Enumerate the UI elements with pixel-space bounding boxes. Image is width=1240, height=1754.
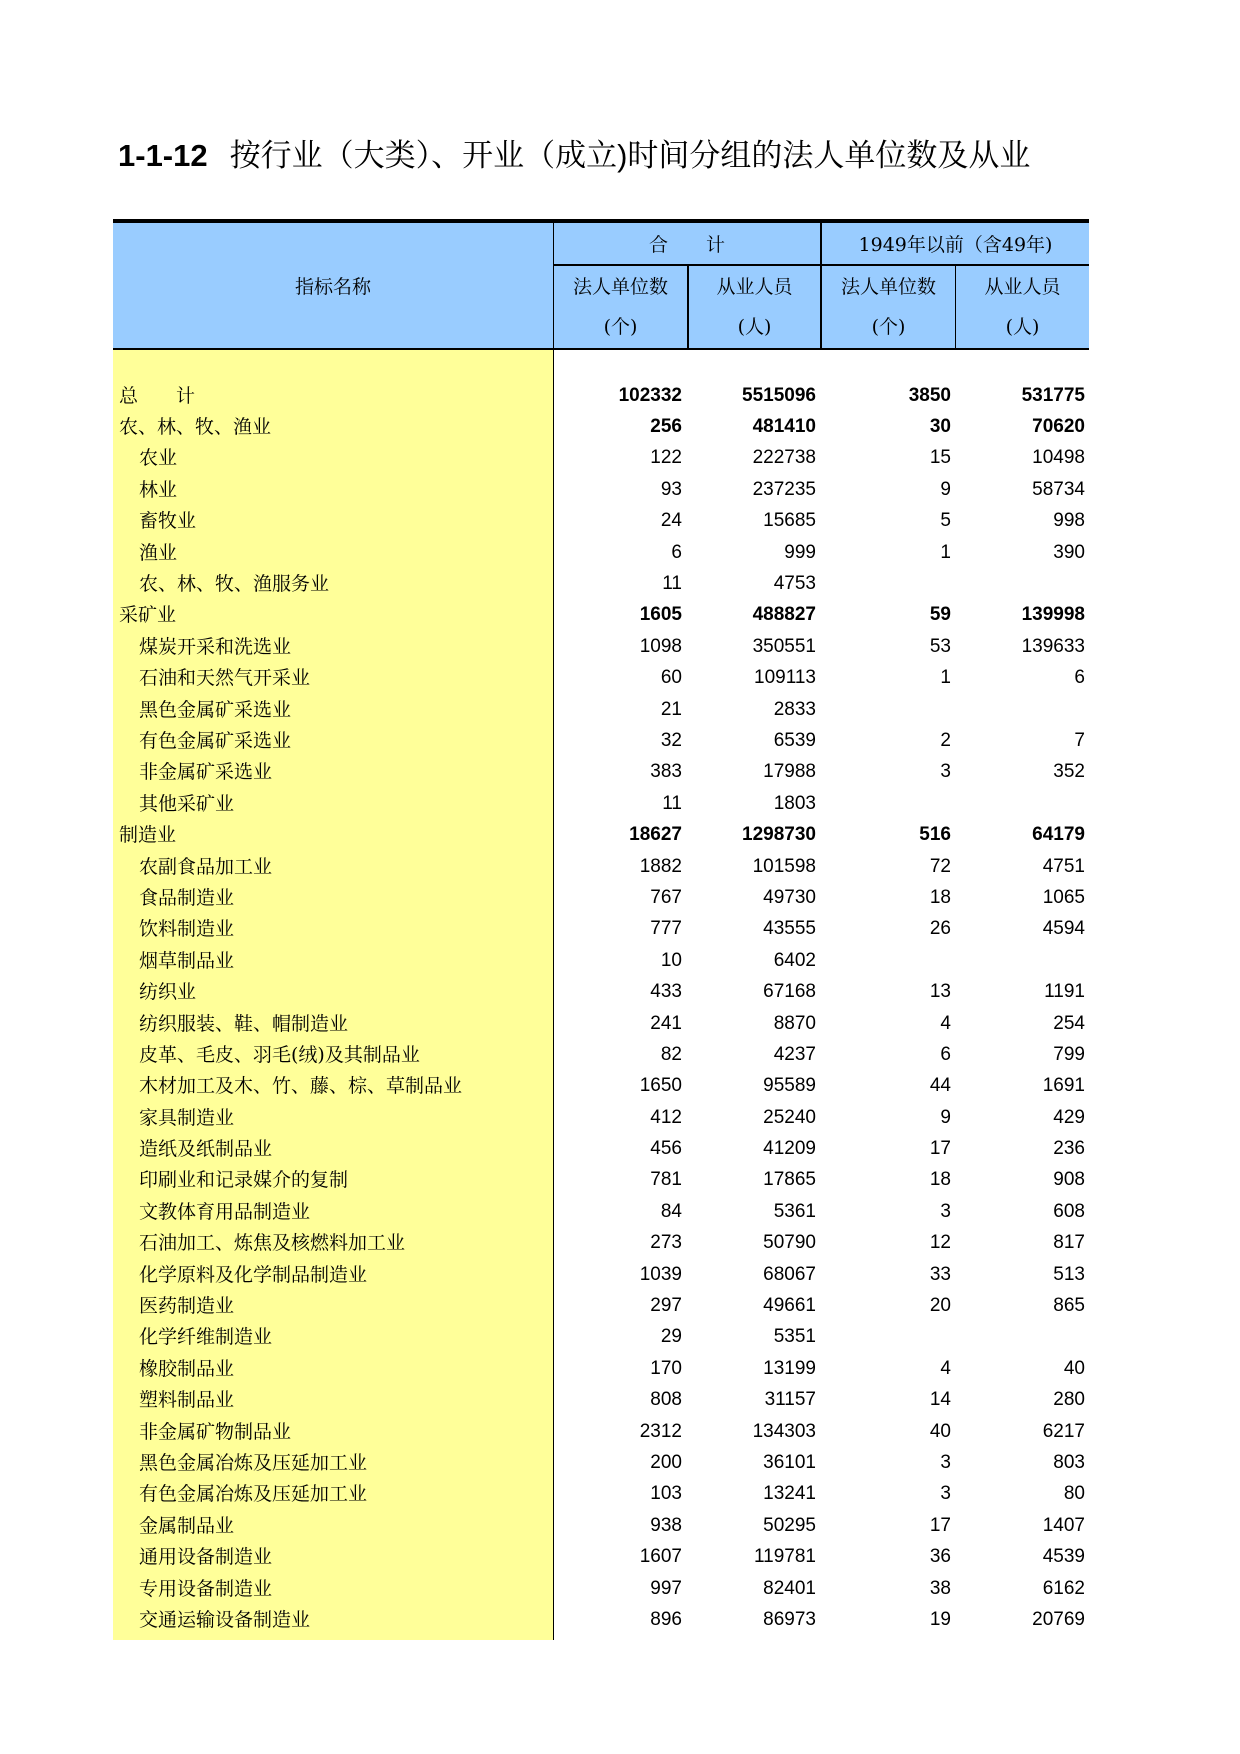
cell-pre1949-employees: 64179 [1032,824,1085,846]
row-label: 饮料制造业 [139,918,235,941]
table-row [113,976,1089,1007]
cell-pre1949-employees: 20769 [1032,1608,1085,1630]
cell-total-units: 777 [650,918,682,940]
table-title-text: 按行业（大类）、开业（成立)时间分组的法人单位数及从业 [229,138,1031,173]
cell-total-units: 433 [650,981,682,1003]
row-label: 烟草制品业 [139,949,235,972]
cell-pre1949-employees: 531775 [1021,384,1085,406]
table-row [113,725,1089,756]
cell-pre1949-employees: 1407 [1042,1514,1085,1536]
cell-pre1949-units: 5 [940,510,951,532]
table-row [113,1290,1089,1321]
cell-pre1949-employees: 70620 [1032,416,1085,438]
cell-total-employees: 49730 [763,886,816,908]
row-label: 化学纤维制造业 [139,1326,273,1349]
cell-total-employees: 222738 [752,447,816,469]
cell-pre1949-employees: 40 [1063,1357,1085,1379]
cell-total-units: 29 [660,1326,682,1348]
table-row [113,1165,1089,1196]
table-rows [113,350,1089,1636]
cell-total-units: 82 [660,1043,682,1065]
row-label: 橡胶制品业 [139,1357,235,1380]
cell-total-units: 781 [650,1169,682,1191]
header-sub [554,266,687,348]
cell-pre1949-units: 40 [929,1420,951,1442]
row-label: 总 计 [119,384,196,407]
cell-total-units: 170 [650,1357,682,1379]
table-row [113,694,1089,725]
cell-total-employees: 82401 [763,1577,816,1599]
cell-total-units: 456 [650,1138,682,1160]
cell-pre1949-units: 1 [940,667,951,689]
row-label: 煤炭开采和洗选业 [139,635,292,658]
cell-pre1949-employees: 513 [1053,1263,1085,1285]
cell-total-units: 896 [650,1608,682,1630]
cell-pre1949-units: 33 [929,1263,951,1285]
cell-pre1949-employees: 80 [1063,1483,1085,1505]
table-row [113,1008,1089,1039]
cell-pre1949-units: 13 [929,981,951,1003]
cell-pre1949-employees: 998 [1053,510,1085,532]
cell-total-employees: 350551 [752,635,816,657]
table-row [113,1228,1089,1259]
cell-total-units: 84 [660,1200,682,1222]
cell-pre1949-employees: 236 [1053,1138,1085,1160]
cell-pre1949-units: 36 [929,1546,951,1568]
cell-total-units: 938 [650,1514,682,1536]
cell-total-employees: 31157 [764,1389,816,1411]
row-label: 专用设备制造业 [139,1577,273,1600]
cell-total-employees: 13241 [763,1483,816,1505]
cell-pre1949-employees: 4751 [1042,855,1085,877]
cell-total-units: 10 [660,949,682,971]
cell-total-units: 60 [660,667,682,689]
header-sub [689,266,820,348]
cell-pre1949-employees: 608 [1053,1200,1085,1222]
cell-total-employees: 5351 [773,1326,816,1348]
cell-pre1949-units: 17 [929,1138,951,1160]
cell-total-employees: 50790 [763,1232,816,1254]
cell-total-units: 103 [650,1483,682,1505]
cell-pre1949-employees: 1691 [1042,1075,1085,1097]
cell-total-units: 2312 [639,1420,682,1442]
cell-total-employees: 41209 [763,1138,816,1160]
table-row [113,819,1089,850]
cell-total-units: 32 [660,729,682,751]
cell-pre1949-units: 6 [940,1043,951,1065]
header-group-pre1949: 1949年以前（含49年) [858,234,1053,256]
cell-total-employees: 5361 [773,1200,816,1222]
table-row [113,1541,1089,1572]
cell-total-employees: 481410 [752,416,816,438]
cell-pre1949-units: 72 [929,855,951,877]
cell-total-employees: 17865 [763,1169,816,1191]
cell-pre1949-employees: 4594 [1042,918,1085,940]
header-sub-unit: (人) [737,316,772,338]
cell-pre1949-units: 26 [929,918,951,940]
cell-total-units: 122 [650,447,682,469]
table-title [118,130,1088,175]
table-row [113,631,1089,662]
cell-total-units: 1650 [639,1075,682,1097]
table-row [113,663,1089,694]
cell-total-units: 11 [662,792,682,814]
table-row [113,788,1089,819]
cell-total-units: 256 [650,416,682,438]
cell-total-employees: 95589 [763,1075,816,1097]
cell-pre1949-units: 38 [929,1577,951,1599]
row-label: 农、林、牧、渔服务业 [139,573,330,596]
cell-pre1949-units: 15 [929,447,951,469]
cell-pre1949-units: 44 [929,1075,951,1097]
row-label: 有色金属矿采选业 [139,729,292,752]
cell-total-units: 767 [650,886,682,908]
row-label: 皮革、毛皮、羽毛(绒)及其制品业 [139,1043,420,1066]
table-row [113,851,1089,882]
cell-pre1949-employees: 803 [1053,1451,1085,1473]
table-row [113,1416,1089,1447]
cell-pre1949-employees: 139633 [1021,635,1085,657]
cell-pre1949-units: 9 [940,1106,951,1128]
cell-total-units: 18627 [629,824,682,846]
cell-pre1949-employees: 6 [1074,667,1085,689]
cell-total-units: 1098 [639,635,682,657]
cell-pre1949-employees: 429 [1053,1106,1085,1128]
cell-total-employees: 488827 [752,604,816,626]
row-label: 文教体育用品制造业 [139,1200,311,1223]
cell-pre1949-units: 3 [940,1483,951,1505]
row-label: 其他采矿业 [139,792,235,815]
table-row [113,1071,1089,1102]
cell-total-units: 1605 [639,604,682,626]
cell-total-employees: 13199 [763,1357,816,1379]
cell-total-employees: 68067 [763,1263,816,1285]
table-body [113,350,1089,1636]
row-label: 渔业 [139,541,178,564]
row-label: 造纸及纸制品业 [139,1138,273,1161]
table-row [113,757,1089,788]
cell-pre1949-employees: 390 [1053,541,1085,563]
cell-total-employees: 43555 [763,918,816,940]
cell-total-units: 241 [650,1012,682,1034]
table-row [113,914,1089,945]
cell-total-employees: 1803 [773,792,816,814]
row-label: 通用设备制造业 [139,1546,273,1569]
cell-pre1949-employees: 1065 [1042,886,1085,908]
cell-total-employees: 36101 [763,1451,816,1473]
cell-total-employees: 119781 [754,1546,816,1568]
table-row [113,411,1089,442]
cell-pre1949-units: 3 [940,1200,951,1222]
cell-pre1949-units: 3 [940,1451,951,1473]
cell-pre1949-units: 9 [940,478,951,500]
cell-total-units: 93 [660,478,682,500]
table-row [113,1510,1089,1541]
table-row [113,380,1089,411]
cell-total-units: 6 [671,541,682,563]
header-sub-label: 从业人员 [984,276,1061,298]
header-sub-label: 从业人员 [716,276,793,298]
cell-total-units: 11 [662,573,682,595]
header-sub-label: 法人单位数 [572,276,668,298]
cell-pre1949-units: 2 [940,729,951,751]
cell-pre1949-employees: 139998 [1021,604,1085,626]
cell-pre1949-employees: 254 [1053,1012,1085,1034]
cell-total-units: 808 [650,1389,682,1411]
cell-total-employees: 5515096 [742,384,816,406]
table-header [113,223,1089,350]
header-sub-label: 法人单位数 [840,276,936,298]
table-row [113,1353,1089,1384]
cell-pre1949-units: 3850 [908,384,951,406]
table-row [113,1385,1089,1416]
cell-total-units: 21 [660,698,682,720]
row-label: 黑色金属矿采选业 [139,698,292,721]
table-row [113,1573,1089,1604]
table-row [113,537,1089,568]
cell-pre1949-units: 1 [940,541,951,563]
cell-pre1949-employees: 280 [1053,1389,1085,1411]
row-label: 食品制造业 [139,886,235,909]
table-number: 1-1-12 [118,138,208,173]
cell-total-employees: 25240 [763,1106,816,1128]
table-row [113,1447,1089,1478]
cell-total-employees: 237235 [752,478,816,500]
cell-total-employees: 8870 [773,1012,816,1034]
row-label: 交通运输设备制造业 [139,1608,311,1631]
table-row [113,1479,1089,1510]
cell-pre1949-units: 17 [929,1514,951,1536]
row-label: 石油加工、炼焦及核燃料加工业 [139,1232,406,1255]
table-row [113,600,1089,631]
cell-pre1949-employees: 817 [1053,1232,1085,1254]
table-row [113,1102,1089,1133]
cell-total-units: 24 [660,510,682,532]
cell-pre1949-units: 18 [929,1169,951,1191]
cell-pre1949-employees: 58734 [1032,478,1085,500]
cell-total-units: 1039 [639,1263,682,1285]
cell-pre1949-units: 19 [929,1608,951,1630]
header-sub-unit: (个) [603,316,638,338]
cell-total-employees: 2833 [773,698,816,720]
row-label: 印刷业和记录媒介的复制 [139,1169,349,1192]
row-label: 黑色金属冶炼及压延加工业 [139,1451,368,1474]
table-row [113,474,1089,505]
table-row [113,568,1089,599]
cell-total-units: 297 [650,1295,682,1317]
cell-pre1949-units: 53 [929,635,951,657]
cell-pre1949-employees: 6162 [1042,1577,1085,1599]
header-sub-unit: (个) [871,316,906,338]
cell-pre1949-employees: 1191 [1044,981,1085,1003]
cell-total-units: 997 [650,1577,682,1599]
cell-pre1949-employees: 7 [1074,729,1085,751]
table-row [113,882,1089,913]
row-label: 有色金属冶炼及压延加工业 [139,1483,368,1506]
row-label: 制造业 [119,824,177,847]
cell-total-employees: 134303 [752,1420,816,1442]
cell-pre1949-employees: 352 [1053,761,1085,783]
row-label: 木材加工及木、竹、藤、棕、草制品业 [139,1075,463,1098]
cell-total-units: 412 [650,1106,682,1128]
cell-total-units: 1882 [639,855,682,877]
cell-pre1949-employees: 799 [1053,1043,1085,1065]
row-label: 林业 [139,478,178,501]
table-row [113,443,1089,474]
cell-total-employees: 17988 [763,761,816,783]
cell-total-employees: 6539 [773,729,816,751]
table-row [113,1259,1089,1290]
cell-total-employees: 1298730 [742,824,816,846]
cell-pre1949-employees: 6217 [1042,1420,1085,1442]
row-label: 石油和天然气开采业 [139,667,311,690]
row-label: 化学原料及化学制品制造业 [139,1263,368,1286]
cell-total-employees: 4753 [773,573,816,595]
cell-total-employees: 86973 [763,1608,816,1630]
cell-total-employees: 15685 [763,510,816,532]
cell-pre1949-units: 59 [929,604,951,626]
row-label: 塑料制品业 [139,1389,235,1412]
table-row [113,1196,1089,1227]
cell-total-units: 1607 [639,1546,682,1568]
cell-total-employees: 67168 [763,981,816,1003]
cell-pre1949-units: 20 [929,1295,951,1317]
cell-total-units: 102332 [618,384,682,406]
row-label: 采矿业 [119,604,177,627]
row-label: 纺织服装、鞋、帽制造业 [139,1012,349,1035]
table-row [113,506,1089,537]
cell-pre1949-employees: 908 [1053,1169,1085,1191]
cell-total-units: 273 [650,1232,682,1254]
cell-total-employees: 50295 [763,1514,816,1536]
cell-pre1949-units: 12 [929,1232,951,1254]
cell-pre1949-units: 4 [940,1012,951,1034]
cell-total-employees: 4237 [773,1043,816,1065]
cell-pre1949-employees: 10498 [1032,447,1085,469]
cell-pre1949-units: 3 [940,761,951,783]
cell-total-employees: 999 [784,541,816,563]
cell-pre1949-units: 30 [929,416,951,438]
table-row [113,1039,1089,1070]
cell-pre1949-units: 516 [919,824,951,846]
cell-pre1949-units: 18 [929,886,951,908]
cell-pre1949-employees: 4539 [1042,1546,1085,1568]
row-label: 家具制造业 [139,1106,235,1129]
header-sub-unit: (人) [1005,316,1040,338]
cell-total-employees: 6402 [773,949,816,971]
row-label: 医药制造业 [139,1295,235,1318]
row-label: 农业 [139,447,178,470]
row-label: 畜牧业 [139,510,197,533]
table-row [113,945,1089,976]
cell-total-employees: 109113 [754,667,816,689]
row-label: 农副食品加工业 [139,855,273,878]
cell-pre1949-employees: 865 [1053,1295,1085,1317]
cell-total-units: 200 [650,1451,682,1473]
header-sub [956,266,1089,348]
table-row [113,1604,1089,1635]
row-label: 非金属矿物制品业 [139,1420,292,1443]
header-indicator-name: 指标名称 [294,276,371,298]
table-row [113,1133,1089,1164]
header-group-total: 合 计 [648,234,725,256]
cell-pre1949-units: 14 [929,1389,951,1411]
cell-pre1949-units: 4 [940,1357,951,1379]
cell-total-employees: 49661 [763,1295,816,1317]
row-label: 纺织业 [139,981,197,1004]
data-table [113,219,1089,1636]
cell-total-units: 383 [650,761,682,783]
table-row [113,1322,1089,1353]
header-sub [822,266,955,348]
row-label: 农、林、牧、渔业 [119,416,272,439]
row-label: 非金属矿采选业 [139,761,273,784]
row-label: 金属制品业 [139,1514,235,1537]
cell-total-employees: 101598 [752,855,816,877]
